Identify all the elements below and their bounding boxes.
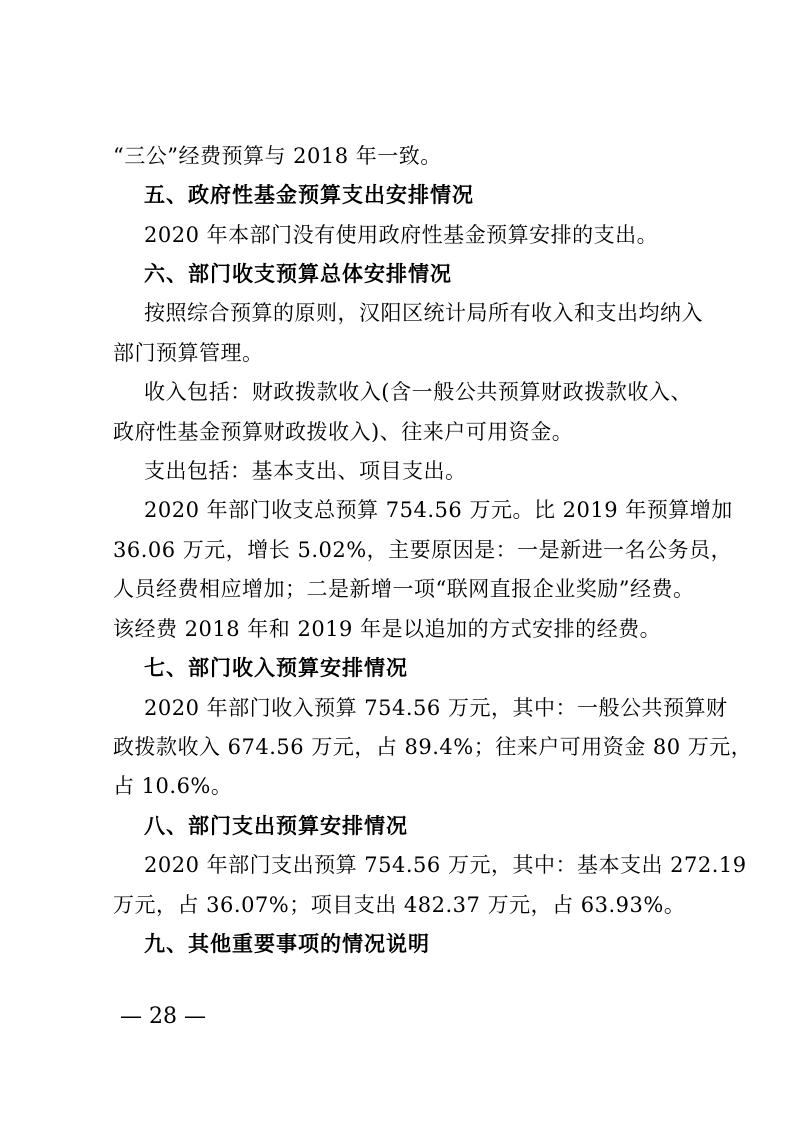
paragraph-line: “三公”经费预算与 2018 年一致。 xyxy=(113,144,442,168)
paragraph-line: 36.06 万元，增长 5.02%，主要原因是：一是新进一名公务员， xyxy=(113,538,733,562)
section-heading-5: 五、政府性基金预算支出安排情况 xyxy=(144,183,474,207)
paragraph-line: 2020 年部门收入预算 754.56 万元，其中：一般公共预算财 xyxy=(144,696,728,720)
paragraph-line: 2020 年部门支出预算 754.56 万元，其中：基本支出 272.19 xyxy=(144,853,747,877)
paragraph-line: 2020 年本部门没有使用政府性基金预算安排的支出。 xyxy=(144,223,659,247)
paragraph-line: 政府性基金预算财政拨收入)、往来户可用资金。 xyxy=(113,420,574,444)
paragraph-line: 按照综合预算的原则，汉阳区统计局所有收入和支出均纳入 xyxy=(144,301,703,325)
paragraph-line: 人员经费相应增加；二是新增一项“联网直报企业奖励”经费。 xyxy=(113,577,695,601)
section-heading-6: 六、部门收支预算总体安排情况 xyxy=(144,262,452,286)
section-heading-8: 八、部门支出预算安排情况 xyxy=(144,814,408,838)
section-heading-7: 七、部门收入预算安排情况 xyxy=(144,656,408,680)
page-number: — 28 — xyxy=(120,1004,206,1029)
paragraph-line: 支出包括：基本支出、项目支出。 xyxy=(144,459,467,483)
paragraph-line: 2020 年部门收支总预算 754.56 万元。比 2019 年预算增加 xyxy=(144,498,733,522)
paragraph-line: 该经费 2018 年和 2019 年是以追加的方式安排的经费。 xyxy=(113,617,662,641)
section-heading-9: 九、其他重要事项的情况说明 xyxy=(144,932,430,956)
paragraph-line: 收入包括：财政拨款收入(含一般公共预算财政拨款收入、 xyxy=(144,380,692,404)
paragraph-line: 占 10.6%。 xyxy=(113,774,233,798)
paragraph-line: 万元，占 36.07%；项目支出 482.37 万元，占 63.93%。 xyxy=(113,893,686,917)
paragraph-line: 政拨款收入 674.56 万元，占 89.4%；往来户可用资金 80 万元， xyxy=(113,735,753,759)
paragraph-line: 部门预算管理。 xyxy=(113,341,264,365)
